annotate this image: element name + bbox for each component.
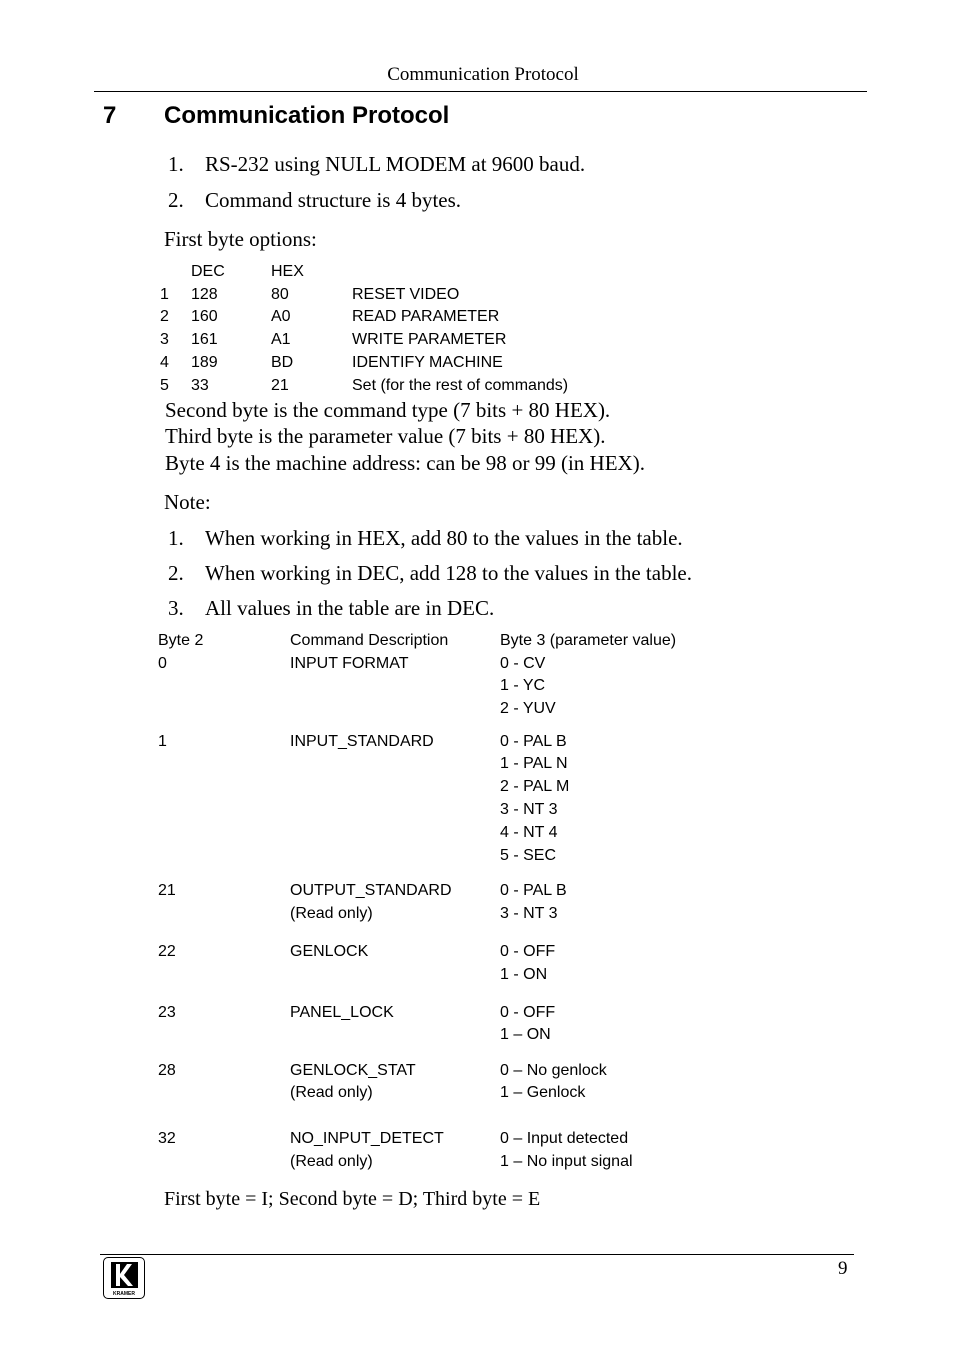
dec-value: 189 [191, 354, 218, 371]
first-byte-heading: First byte options: [164, 227, 317, 251]
list-item-number: 2. [168, 188, 184, 212]
table-row [0, 824, 954, 844]
command-description: (Read only) [290, 1084, 373, 1101]
table-row [0, 733, 954, 753]
parameter-value: 0 – Input detected [500, 1130, 629, 1147]
hex-value: BD [271, 354, 294, 371]
byte2-value: 32 [158, 1130, 176, 1147]
dec-value: 160 [191, 308, 218, 325]
list-item-text: When working in DEC, add 128 to the values in the table. [205, 561, 692, 585]
column-header-dec: DEC [191, 263, 225, 280]
option-description: READ PARAMETER [352, 308, 500, 325]
parameter-value: 0 - PAL B [500, 733, 567, 750]
column-header-hex: HEX [271, 263, 304, 280]
table-row [0, 778, 954, 798]
dec-value: 128 [191, 286, 218, 303]
note-heading: Note: [164, 490, 211, 514]
kramer-logo-mark [104, 1258, 144, 1298]
table-row [0, 1004, 954, 1024]
parameter-value: 0 – No genlock [500, 1062, 607, 1079]
kramer-logo-icon [103, 1257, 145, 1299]
row-index: 5 [160, 377, 169, 394]
list-item-number: 3. [168, 596, 184, 620]
table-row [0, 655, 954, 675]
table-row [0, 882, 954, 902]
column-header-byte3: Byte 3 (parameter value) [500, 632, 677, 649]
list-item-text: When working in HEX, add 80 to the values in the table. [205, 526, 683, 550]
byte-description-line: Third byte is the parameter value (7 bits + 80 HEX). [165, 424, 606, 448]
table-row [0, 377, 954, 397]
table-row [0, 905, 954, 925]
table-row [0, 943, 954, 963]
byte2-value: 23 [158, 1004, 176, 1021]
table-row [0, 1026, 954, 1046]
list-item-text: All values in the table are in DEC. [205, 596, 495, 620]
table-row [0, 677, 954, 697]
table-header-row [0, 632, 954, 652]
command-description: INPUT FORMAT [290, 655, 409, 672]
command-description: (Read only) [290, 1153, 373, 1170]
byte2-value: 21 [158, 882, 176, 899]
option-description: Set (for the rest of commands) [352, 377, 569, 394]
dec-value: 161 [191, 331, 218, 348]
table-row [0, 1084, 954, 1104]
command-description: (Read only) [290, 905, 373, 922]
list-item-number: 2. [168, 561, 184, 585]
hex-value: 21 [271, 377, 289, 394]
table-row [0, 801, 954, 821]
parameter-value: 1 – No input signal [500, 1153, 633, 1170]
parameter-value: 3 - NT 3 [500, 801, 558, 818]
parameter-value: 0 - CV [500, 655, 546, 672]
page-number: 9 [838, 1258, 848, 1279]
section-title: Communication Protocol [164, 102, 450, 129]
parameter-value: 0 - OFF [500, 1004, 556, 1021]
closing-line: First byte = I; Second byte = D; Third byte = E [164, 1188, 541, 1210]
parameter-value: 1 - ON [500, 966, 548, 983]
table-row [0, 286, 954, 306]
parameter-value: 1 - PAL N [500, 755, 568, 772]
byte2-value: 28 [158, 1062, 176, 1079]
logo-text: KRAMER [113, 1291, 135, 1297]
footer-divider [100, 1254, 854, 1255]
byte-description-line: Byte 4 is the machine address: can be 98 or 99 (in HEX). [165, 451, 645, 475]
command-description: OUTPUT_STANDARD [290, 882, 452, 899]
table-row [0, 847, 954, 867]
row-index: 1 [160, 286, 169, 303]
list-item-number: 1. [168, 152, 184, 176]
list-item-text: Command structure is 4 bytes. [205, 188, 462, 212]
table-row [0, 331, 954, 351]
table-row [0, 700, 954, 720]
table-row [0, 1153, 954, 1173]
hex-value: A0 [271, 308, 291, 325]
header-divider [94, 91, 867, 92]
table-row [0, 354, 954, 374]
parameter-value: 0 - OFF [500, 943, 556, 960]
command-description: GENLOCK_STAT [290, 1062, 416, 1079]
parameter-value: 0 - PAL B [500, 882, 567, 899]
table-row [0, 308, 954, 328]
dec-value: 33 [191, 377, 209, 394]
option-description: WRITE PARAMETER [352, 331, 507, 348]
row-index: 3 [160, 331, 169, 348]
command-description: NO_INPUT_DETECT [290, 1130, 444, 1147]
option-description: RESET VIDEO [352, 286, 460, 303]
command-description: PANEL_LOCK [290, 1004, 394, 1021]
command-description: INPUT_STANDARD [290, 733, 434, 750]
byte2-value: 1 [158, 733, 167, 750]
column-header-description: Command Description [290, 632, 449, 649]
table-row [0, 755, 954, 775]
hex-value: 80 [271, 286, 289, 303]
table-row [0, 966, 954, 986]
parameter-value: 1 - YC [500, 677, 546, 694]
table-row [0, 1130, 954, 1150]
parameter-value: 5 - SEC [500, 847, 557, 864]
command-description: GENLOCK [290, 943, 369, 960]
list-item-number: 1. [168, 526, 184, 550]
running-header: Communication Protocol [387, 64, 579, 85]
table-row [0, 1062, 954, 1082]
column-header-byte2: Byte 2 [158, 632, 204, 649]
section-number: 7 [103, 102, 117, 129]
byte2-value: 0 [158, 655, 167, 672]
row-index: 2 [160, 308, 169, 325]
hex-value: A1 [271, 331, 291, 348]
parameter-value: 1 – ON [500, 1026, 551, 1043]
byte-description-line: Second byte is the command type (7 bits + 80 HEX). [165, 398, 611, 422]
byte2-value: 22 [158, 943, 176, 960]
parameter-value: 4 - NT 4 [500, 824, 558, 841]
parameter-value: 3 - NT 3 [500, 905, 558, 922]
parameter-value: 1 – Genlock [500, 1084, 586, 1101]
table-header-row [0, 263, 954, 283]
list-item-text: RS-232 using NULL MODEM at 9600 baud. [205, 152, 586, 176]
parameter-value: 2 - PAL M [500, 778, 570, 795]
option-description: IDENTIFY MACHINE [352, 354, 503, 371]
row-index: 4 [160, 354, 169, 371]
parameter-value: 2 - YUV [500, 700, 556, 717]
